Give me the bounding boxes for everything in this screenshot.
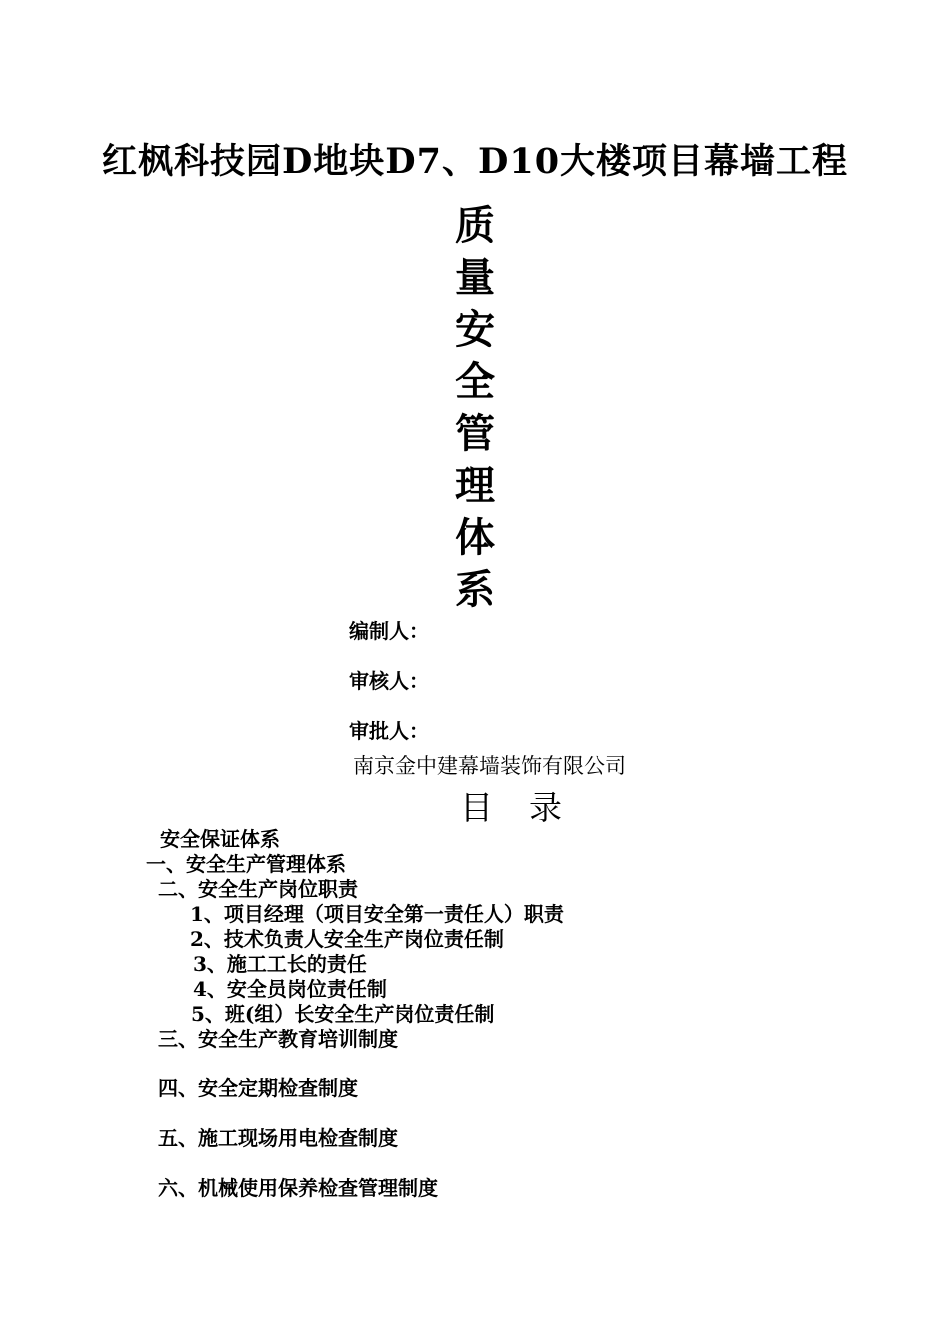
toc-entry: 1、项目经理（项目安全第一责任人）职责 [190,902,564,926]
toc-entry: 2、技术负责人安全生产岗位责任制 [190,927,504,951]
prepared-by-label: 编制人： [349,619,429,643]
document-title-vertical [445,200,505,616]
toc-entry: 二、安全生产岗位职责 [158,877,358,901]
project-title: 红枫科技园D地块D7、D10大楼项目幕墙工程 [101,141,849,182]
title-char: 量 [455,254,495,301]
toc-entry: 3、施工工长的责任 [193,952,367,976]
toc-entry: 六、机械使用保养检查管理制度 [158,1176,438,1200]
title-char: 系 [455,566,495,613]
title-char: 理 [455,462,495,509]
toc-entry: 三、安全生产教育培训制度 [158,1027,398,1051]
title-char: 质 [455,202,495,249]
toc-entry: 安全保证体系 [160,827,280,851]
title-char: 管 [455,410,495,457]
toc-heading: 目录 [460,788,598,827]
approved-by-label: 审批人： [349,719,429,743]
company-name: 南京金中建幕墙装饰有限公司 [353,754,626,778]
toc-entry: 5、班(组）长安全生产岗位责任制 [191,1002,495,1026]
title-char: 体 [455,514,495,561]
toc-entry: 五、施工现场用电检查制度 [158,1126,398,1150]
title-char: 全 [455,358,495,405]
reviewed-by-label: 审核人： [349,669,429,693]
title-char: 安 [455,306,495,353]
toc-entry: 4、安全员岗位责任制 [193,977,387,1001]
toc-entry: 一、安全生产管理体系 [146,852,346,876]
toc-entry: 四、安全定期检查制度 [158,1076,358,1100]
